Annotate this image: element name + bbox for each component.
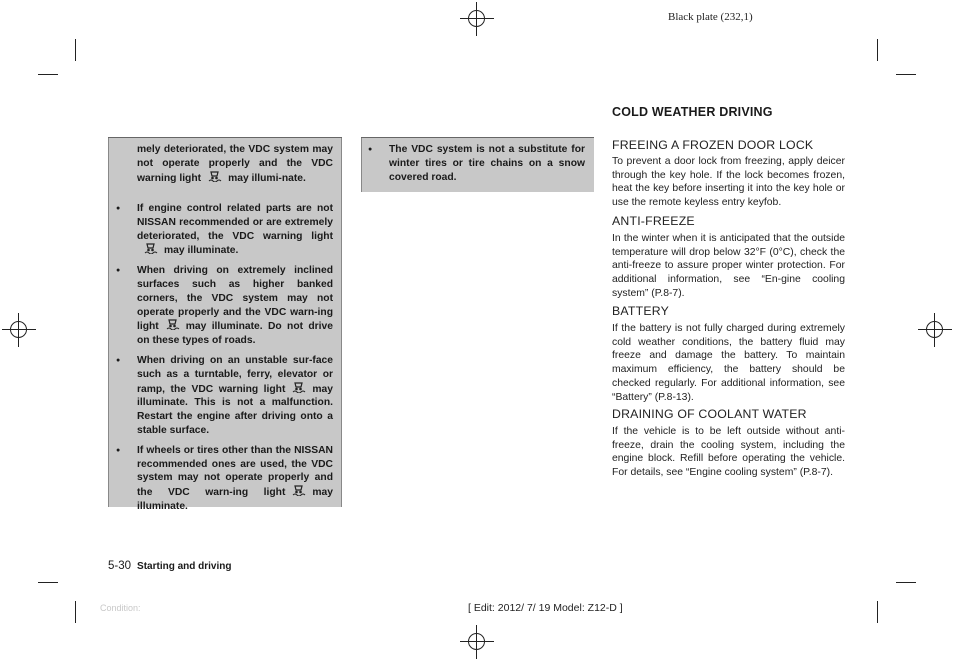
crop-mark bbox=[38, 582, 58, 583]
crop-mark bbox=[877, 39, 878, 61]
registration-mark-right bbox=[918, 313, 952, 347]
section-heading: BATTERY bbox=[612, 304, 669, 318]
crop-mark bbox=[75, 39, 76, 61]
vdc-warning-light-icon bbox=[143, 243, 158, 254]
text: mely deteriorated, the VDC system may not operate properly and the VDC warning light bbox=[137, 144, 333, 184]
plate-label: Black plate (232,1) bbox=[668, 11, 753, 23]
registration-mark-top bbox=[460, 2, 494, 36]
section-heading: FREEING A FROZEN DOOR LOCK bbox=[612, 138, 814, 152]
list-item: ● If wheels or tires other than the NISSAN recommended ones are used, the VDC system may not operate properly and the VDC warn-ing light may illuminate. bbox=[137, 444, 333, 514]
page-number: 5-30 bbox=[108, 560, 132, 572]
section-body: To prevent a door lock from freezing, apply deicer through the key hole. If the lock becomes frozen, heat the key before inserting it into the key hole or use the remote keyless entry keyfob. bbox=[612, 156, 845, 209]
crop-mark bbox=[896, 582, 916, 583]
list-item: ● When driving on extremely inclined surfaces such as higher banked corners, the VDC system may not operate properly and the VDC warn-ing light may illuminate. Do not drive on these types of roads. bbox=[137, 264, 333, 348]
crop-mark bbox=[896, 74, 916, 75]
warning-bullets-middle bbox=[389, 143, 585, 184]
list-item: ● If engine control related parts are not NISSAN recommended or are extremely deteriorated, the VDC warning lightmay illuminate. bbox=[137, 202, 333, 258]
list-item: ● The VDC system is not a substitute for winter tires or tire chains on a snow covered road. bbox=[389, 143, 585, 184]
registration-mark-left bbox=[2, 313, 36, 347]
section-body: If the vehicle is to be left outside without anti-freeze, drain the cooling system, including the engine block. Refill before operating the vehicle. For details, see “Engine cooling system” (P.8-7). bbox=[612, 426, 845, 479]
section-heading: DRAINING OF COOLANT WATER bbox=[612, 407, 807, 421]
page-title: COLD WEATHER DRIVING bbox=[612, 105, 773, 119]
section-heading: ANTI-FREEZE bbox=[612, 214, 695, 228]
section-body: If the battery is not fully charged during extremely cold weather conditions, the battery fluid may freeze and damage the battery. To maintain maximum efficiency, the battery should be checked regularly. For additional information, see “Battery” (P.8-13). bbox=[612, 323, 845, 403]
crop-mark bbox=[877, 601, 878, 623]
vdc-warning-light-icon bbox=[165, 319, 180, 330]
edit-info: [ Edit: 2012/ 7/ 19 Model: Z12-D ] bbox=[468, 602, 623, 614]
section-name: Starting and driving bbox=[137, 561, 232, 572]
section-body: In the winter when it is anticipated that the outside temperature will drop below 32°F (0°C), check the anti-freeze to assure proper winter protection. For additional information, see “En-gine cooling system” (P.8-7). bbox=[612, 233, 845, 299]
vdc-warning-light-icon bbox=[207, 171, 222, 182]
registration-mark-bottom bbox=[460, 625, 494, 659]
warning-continuation bbox=[137, 143, 333, 185]
text: may illumi-nate. bbox=[228, 172, 306, 184]
vdc-warning-light-icon bbox=[291, 485, 306, 496]
crop-mark bbox=[75, 601, 76, 623]
condition-label: Condition: bbox=[100, 603, 141, 613]
vdc-warning-light-icon bbox=[291, 382, 306, 393]
list-item: ● When driving on an unstable sur-face such as a turntable, ferry, elevator or ramp, the VDC warning light may illuminate. This is not a malfunction. Restart the engine after driving onto a stable surface. bbox=[137, 354, 333, 438]
warning-bullets-left bbox=[137, 202, 333, 514]
crop-mark bbox=[38, 74, 58, 75]
page-footer bbox=[108, 560, 231, 572]
